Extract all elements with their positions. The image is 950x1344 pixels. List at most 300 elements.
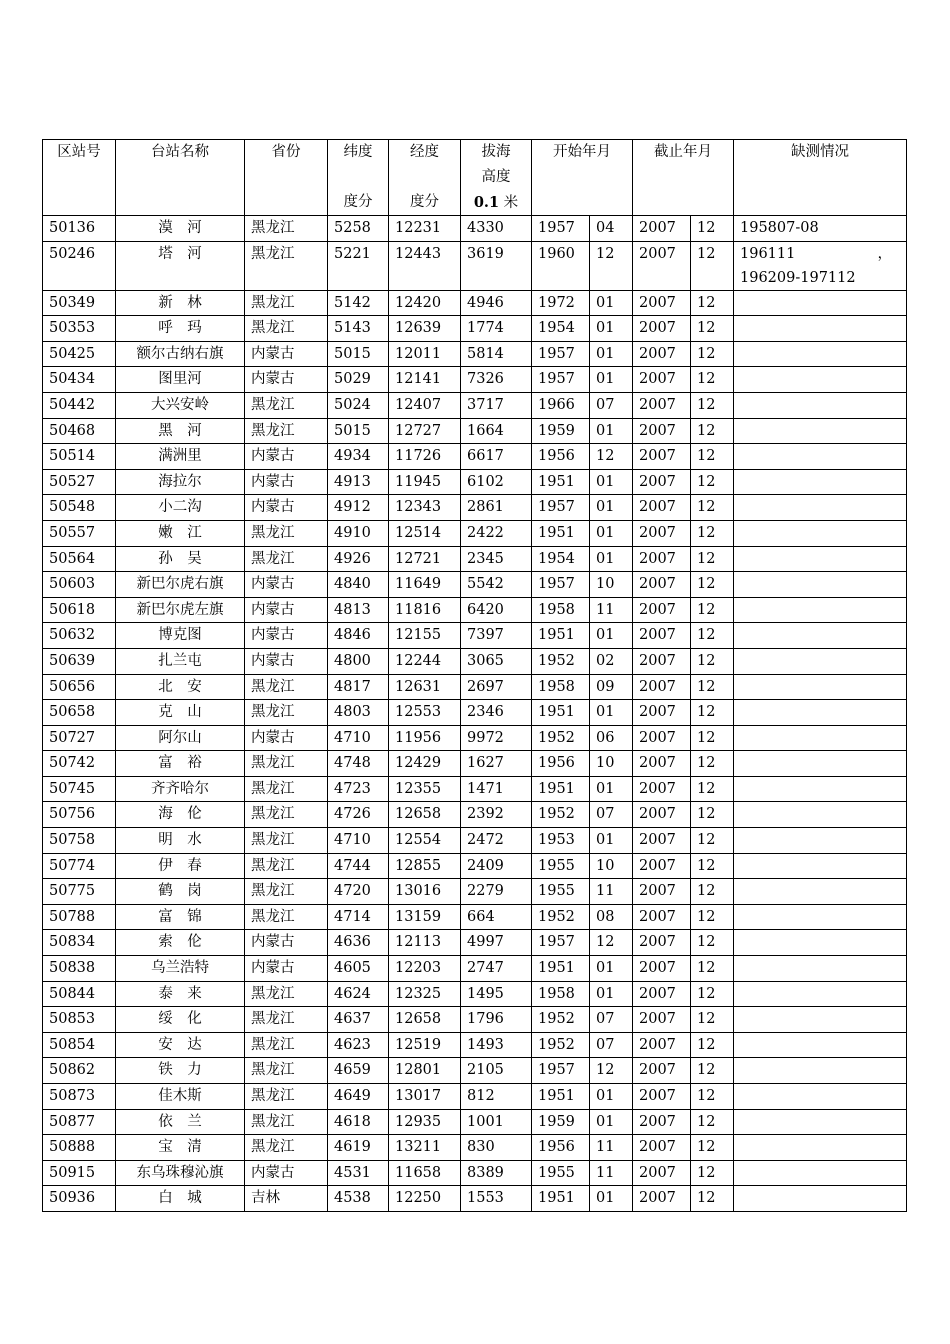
cell-start-year: 1956 [532, 1135, 590, 1161]
cell-start-month: 01 [590, 316, 633, 342]
cell-station-id: 50774 [43, 853, 116, 879]
cell-end-year: 2007 [633, 341, 691, 367]
cell-end-year: 2007 [633, 623, 691, 649]
cell-missing [734, 879, 907, 905]
cell-province: 内蒙古 [245, 572, 328, 598]
cell-longitude: 12727 [389, 418, 461, 444]
cell-start-month: 01 [590, 367, 633, 393]
cell-province: 黑龙江 [245, 1007, 328, 1033]
cell-start-month: 12 [590, 1058, 633, 1084]
cell-altitude: 830 [461, 1135, 532, 1161]
cell-start-year: 1951 [532, 623, 590, 649]
cell-station-id: 50564 [43, 546, 116, 572]
cell-altitude: 1553 [461, 1186, 532, 1212]
cell-longitude: 12155 [389, 623, 461, 649]
cell-end-year: 2007 [633, 367, 691, 393]
cell-station-name: 小二沟 [116, 495, 245, 521]
cell-start-year: 1951 [532, 520, 590, 546]
table-row [43, 930, 907, 956]
cell-province: 内蒙古 [245, 444, 328, 470]
cell-station-id: 50854 [43, 1032, 116, 1058]
cell-end-month: 12 [691, 418, 734, 444]
cell-province: 内蒙古 [245, 623, 328, 649]
cell-missing [734, 1109, 907, 1135]
cell-altitude: 9972 [461, 725, 532, 751]
cell-end-year: 2007 [633, 290, 691, 316]
cell-station-name: 齐齐哈尔 [116, 776, 245, 802]
cell-longitude: 12343 [389, 495, 461, 521]
cell-longitude: 12801 [389, 1058, 461, 1084]
cell-station-name: 明 水 [116, 828, 245, 854]
cell-station-name: 漠 河 [116, 216, 245, 242]
cell-longitude: 12325 [389, 981, 461, 1007]
cell-province: 内蒙古 [245, 341, 328, 367]
cell-start-month: 12 [590, 241, 633, 290]
table-row [43, 725, 907, 751]
cell-station-id: 50877 [43, 1109, 116, 1135]
cell-latitude: 4636 [328, 930, 389, 956]
cell-start-month: 01 [590, 418, 633, 444]
cell-latitude: 4720 [328, 879, 389, 905]
cell-start-month: 12 [590, 930, 633, 956]
table-row [43, 444, 907, 470]
cell-start-month: 10 [590, 751, 633, 777]
cell-latitude: 5015 [328, 418, 389, 444]
cell-station-name: 铁 力 [116, 1058, 245, 1084]
cell-station-id: 50353 [43, 316, 116, 342]
cell-altitude: 2409 [461, 853, 532, 879]
cell-station-name: 泰 来 [116, 981, 245, 1007]
cell-station-id: 50915 [43, 1160, 116, 1186]
cell-province: 黑龙江 [245, 316, 328, 342]
cell-province: 内蒙古 [245, 495, 328, 521]
cell-start-year: 1958 [532, 597, 590, 623]
cell-missing [734, 674, 907, 700]
cell-end-month: 12 [691, 546, 734, 572]
cell-station-name: 乌兰浩特 [116, 956, 245, 982]
cell-start-month: 01 [590, 623, 633, 649]
table-header-row [43, 140, 907, 216]
cell-missing [734, 1032, 907, 1058]
cell-altitude: 1796 [461, 1007, 532, 1033]
cell-latitude: 4913 [328, 469, 389, 495]
cell-longitude: 12250 [389, 1186, 461, 1212]
cell-start-month: 01 [590, 520, 633, 546]
cell-province: 黑龙江 [245, 1135, 328, 1161]
cell-start-year: 1953 [532, 828, 590, 854]
cell-altitude: 812 [461, 1084, 532, 1110]
cell-latitude: 5221 [328, 241, 389, 290]
cell-start-year: 1966 [532, 392, 590, 418]
table-row [43, 776, 907, 802]
table-row [43, 341, 907, 367]
cell-latitude: 4846 [328, 623, 389, 649]
cell-station-id: 50425 [43, 341, 116, 367]
cell-station-id: 50656 [43, 674, 116, 700]
cell-start-month: 01 [590, 956, 633, 982]
cell-longitude: 12429 [389, 751, 461, 777]
cell-missing [734, 469, 907, 495]
cell-latitude: 4538 [328, 1186, 389, 1212]
cell-station-name: 博克图 [116, 623, 245, 649]
cell-end-month: 12 [691, 572, 734, 598]
cell-station-id: 50632 [43, 623, 116, 649]
cell-latitude: 4726 [328, 802, 389, 828]
cell-end-month: 12 [691, 725, 734, 751]
cell-longitude: 13159 [389, 904, 461, 930]
cell-station-id: 50136 [43, 216, 116, 242]
cell-latitude: 5143 [328, 316, 389, 342]
cell-missing [734, 956, 907, 982]
cell-end-year: 2007 [633, 1186, 691, 1212]
cell-province: 黑龙江 [245, 751, 328, 777]
cell-province: 黑龙江 [245, 802, 328, 828]
cell-station-id: 50658 [43, 700, 116, 726]
cell-end-year: 2007 [633, 1058, 691, 1084]
cell-province: 黑龙江 [245, 879, 328, 905]
cell-longitude: 12141 [389, 367, 461, 393]
cell-end-year: 2007 [633, 853, 691, 879]
table-row [43, 1135, 907, 1161]
cell-longitude: 12407 [389, 392, 461, 418]
cell-province: 黑龙江 [245, 1084, 328, 1110]
cell-end-month: 12 [691, 930, 734, 956]
cell-longitude: 12631 [389, 674, 461, 700]
cell-province: 黑龙江 [245, 546, 328, 572]
cell-start-month: 01 [590, 828, 633, 854]
cell-station-id: 50618 [43, 597, 116, 623]
cell-station-name: 新 林 [116, 290, 245, 316]
cell-latitude: 5142 [328, 290, 389, 316]
cell-start-year: 1957 [532, 341, 590, 367]
cell-end-month: 12 [691, 1109, 734, 1135]
cell-latitude: 4744 [328, 853, 389, 879]
cell-end-month: 12 [691, 316, 734, 342]
cell-longitude: 11658 [389, 1160, 461, 1186]
table-row [43, 623, 907, 649]
cell-missing [734, 700, 907, 726]
cell-end-year: 2007 [633, 546, 691, 572]
table-row [43, 674, 907, 700]
cell-end-year: 2007 [633, 981, 691, 1007]
cell-missing [734, 216, 907, 242]
cell-start-month: 02 [590, 648, 633, 674]
cell-longitude: 12721 [389, 546, 461, 572]
cell-station-id: 50838 [43, 956, 116, 982]
cell-start-year: 1951 [532, 776, 590, 802]
table-row [43, 956, 907, 982]
cell-end-year: 2007 [633, 674, 691, 700]
cell-end-month: 12 [691, 904, 734, 930]
cell-latitude: 4659 [328, 1058, 389, 1084]
cell-longitude: 12639 [389, 316, 461, 342]
table-row [43, 904, 907, 930]
cell-altitude: 2346 [461, 700, 532, 726]
cell-latitude: 4926 [328, 546, 389, 572]
cell-missing [734, 776, 907, 802]
cell-longitude: 12658 [389, 1007, 461, 1033]
cell-start-month: 01 [590, 1186, 633, 1212]
cell-start-year: 1951 [532, 1084, 590, 1110]
cell-altitude: 2105 [461, 1058, 532, 1084]
cell-start-month: 01 [590, 546, 633, 572]
table-row [43, 469, 907, 495]
cell-end-year: 2007 [633, 802, 691, 828]
cell-longitude: 12514 [389, 520, 461, 546]
table-row [43, 802, 907, 828]
table-row [43, 216, 907, 242]
cell-start-year: 1957 [532, 1058, 590, 1084]
cell-start-year: 1952 [532, 648, 590, 674]
cell-station-id: 50873 [43, 1084, 116, 1110]
table-row [43, 495, 907, 521]
cell-station-id: 50758 [43, 828, 116, 854]
header-altitude: 拔海 高度 0.1 米 [461, 140, 532, 216]
cell-province: 黑龙江 [245, 290, 328, 316]
cell-start-month: 01 [590, 981, 633, 1007]
table-row [43, 572, 907, 598]
cell-start-month: 10 [590, 572, 633, 598]
cell-missing [734, 1186, 907, 1212]
cell-province: 吉林 [245, 1186, 328, 1212]
header-station-name: 台站名称 [116, 140, 245, 216]
table-row [43, 597, 907, 623]
cell-end-year: 2007 [633, 1084, 691, 1110]
cell-station-name: 呼 玛 [116, 316, 245, 342]
cell-longitude: 13017 [389, 1084, 461, 1110]
cell-missing [734, 418, 907, 444]
cell-longitude: 12244 [389, 648, 461, 674]
cell-station-name: 嫩 江 [116, 520, 245, 546]
cell-province: 黑龙江 [245, 520, 328, 546]
cell-start-month: 10 [590, 853, 633, 879]
cell-longitude: 11816 [389, 597, 461, 623]
cell-station-id: 50603 [43, 572, 116, 598]
cell-altitude: 1471 [461, 776, 532, 802]
cell-station-name: 佳木斯 [116, 1084, 245, 1110]
cell-start-year: 1951 [532, 1186, 590, 1212]
cell-end-year: 2007 [633, 776, 691, 802]
cell-end-month: 12 [691, 367, 734, 393]
cell-station-id: 50434 [43, 367, 116, 393]
cell-station-name: 依 兰 [116, 1109, 245, 1135]
cell-station-id: 50442 [43, 392, 116, 418]
cell-end-month: 12 [691, 828, 734, 854]
cell-longitude: 12420 [389, 290, 461, 316]
cell-latitude: 5024 [328, 392, 389, 418]
cell-end-year: 2007 [633, 1007, 691, 1033]
cell-longitude: 13211 [389, 1135, 461, 1161]
cell-missing [734, 290, 907, 316]
cell-start-month: 01 [590, 776, 633, 802]
cell-altitude: 2747 [461, 956, 532, 982]
cell-start-month: 01 [590, 469, 633, 495]
cell-end-month: 12 [691, 956, 734, 982]
cell-start-month: 01 [590, 341, 633, 367]
cell-end-month: 12 [691, 495, 734, 521]
cell-start-year: 1957 [532, 930, 590, 956]
cell-latitude: 4649 [328, 1084, 389, 1110]
cell-station-id: 50468 [43, 418, 116, 444]
cell-station-id: 50349 [43, 290, 116, 316]
cell-province: 黑龙江 [245, 241, 328, 290]
cell-altitude: 1664 [461, 418, 532, 444]
cell-latitude: 4803 [328, 700, 389, 726]
cell-longitude: 12203 [389, 956, 461, 982]
cell-altitude: 6420 [461, 597, 532, 623]
cell-latitude: 5029 [328, 367, 389, 393]
cell-missing [734, 1135, 907, 1161]
cell-altitude: 2279 [461, 879, 532, 905]
cell-start-month: 01 [590, 495, 633, 521]
cell-station-id: 50742 [43, 751, 116, 777]
cell-start-year: 1959 [532, 418, 590, 444]
cell-latitude: 4840 [328, 572, 389, 598]
cell-end-month: 12 [691, 879, 734, 905]
cell-start-month: 01 [590, 1084, 633, 1110]
cell-province: 黑龙江 [245, 1032, 328, 1058]
cell-altitude: 2392 [461, 802, 532, 828]
cell-longitude: 11945 [389, 469, 461, 495]
cell-station-name: 新巴尔虎右旗 [116, 572, 245, 598]
cell-end-year: 2007 [633, 956, 691, 982]
cell-start-year: 1951 [532, 956, 590, 982]
cell-end-month: 12 [691, 341, 734, 367]
cell-end-month: 12 [691, 623, 734, 649]
cell-missing [734, 904, 907, 930]
cell-latitude: 4618 [328, 1109, 389, 1135]
cell-missing [734, 648, 907, 674]
table-row [43, 316, 907, 342]
cell-altitude: 3619 [461, 241, 532, 290]
cell-latitude: 4800 [328, 648, 389, 674]
cell-station-name: 伊 春 [116, 853, 245, 879]
cell-end-month: 12 [691, 597, 734, 623]
cell-altitude: 2472 [461, 828, 532, 854]
cell-station-name: 宝 清 [116, 1135, 245, 1161]
cell-end-year: 2007 [633, 930, 691, 956]
cell-latitude: 4912 [328, 495, 389, 521]
cell-missing [734, 341, 907, 367]
cell-end-year: 2007 [633, 1160, 691, 1186]
table-row [43, 853, 907, 879]
cell-latitude: 5258 [328, 216, 389, 242]
cell-station-name: 海 伦 [116, 802, 245, 828]
cell-start-year: 1951 [532, 469, 590, 495]
cell-province: 黑龙江 [245, 1109, 328, 1135]
cell-longitude: 12554 [389, 828, 461, 854]
cell-start-month: 12 [590, 444, 633, 470]
cell-station-name: 富 锦 [116, 904, 245, 930]
cell-longitude: 11649 [389, 572, 461, 598]
cell-start-year: 1955 [532, 879, 590, 905]
cell-province: 黑龙江 [245, 853, 328, 879]
cell-end-year: 2007 [633, 216, 691, 242]
cell-station-name: 新巴尔虎左旗 [116, 597, 245, 623]
cell-altitude: 1493 [461, 1032, 532, 1058]
cell-end-month: 12 [691, 700, 734, 726]
cell-province: 内蒙古 [245, 648, 328, 674]
cell-altitude: 1627 [461, 751, 532, 777]
cell-longitude: 12935 [389, 1109, 461, 1135]
cell-end-month: 12 [691, 1135, 734, 1161]
cell-start-year: 1956 [532, 751, 590, 777]
table-row [43, 700, 907, 726]
table-row [43, 418, 907, 444]
cell-longitude: 12011 [389, 341, 461, 367]
cell-end-month: 12 [691, 290, 734, 316]
cell-longitude: 12231 [389, 216, 461, 242]
cell-start-month: 07 [590, 1032, 633, 1058]
cell-start-year: 1952 [532, 904, 590, 930]
cell-missing [734, 828, 907, 854]
cell-station-name: 扎兰屯 [116, 648, 245, 674]
cell-altitude: 664 [461, 904, 532, 930]
cell-station-name: 塔 河 [116, 241, 245, 290]
cell-altitude: 2697 [461, 674, 532, 700]
cell-longitude: 11726 [389, 444, 461, 470]
cell-province: 内蒙古 [245, 956, 328, 982]
cell-missing [734, 853, 907, 879]
cell-latitude: 5015 [328, 341, 389, 367]
header-latitude: 纬度 度分 [328, 140, 389, 216]
cell-altitude: 6102 [461, 469, 532, 495]
cell-end-month: 12 [691, 469, 734, 495]
table-row [43, 828, 907, 854]
cell-altitude: 2422 [461, 520, 532, 546]
cell-missing [734, 1058, 907, 1084]
cell-latitude: 4623 [328, 1032, 389, 1058]
cell-end-year: 2007 [633, 444, 691, 470]
cell-missing [734, 495, 907, 521]
cell-station-name: 图里河 [116, 367, 245, 393]
cell-missing [734, 802, 907, 828]
cell-station-name: 满洲里 [116, 444, 245, 470]
cell-end-month: 12 [691, 392, 734, 418]
cell-start-month: 09 [590, 674, 633, 700]
cell-altitude: 4330 [461, 216, 532, 242]
cell-station-name: 阿尔山 [116, 725, 245, 751]
cell-missing [734, 572, 907, 598]
cell-station-name: 鹤 岗 [116, 879, 245, 905]
cell-end-month: 12 [691, 444, 734, 470]
cell-end-year: 2007 [633, 904, 691, 930]
cell-station-name: 克 山 [116, 700, 245, 726]
cell-end-year: 2007 [633, 1109, 691, 1135]
cell-province: 黑龙江 [245, 828, 328, 854]
cell-latitude: 4723 [328, 776, 389, 802]
cell-start-year: 1955 [532, 853, 590, 879]
cell-station-name: 安 达 [116, 1032, 245, 1058]
cell-station-name: 北 安 [116, 674, 245, 700]
cell-end-month: 12 [691, 674, 734, 700]
table-row [43, 1084, 907, 1110]
header-station-id: 区站号 [43, 140, 116, 216]
cell-missing [734, 316, 907, 342]
table-row [43, 879, 907, 905]
cell-station-id: 50756 [43, 802, 116, 828]
cell-end-year: 2007 [633, 572, 691, 598]
cell-start-year: 1955 [532, 1160, 590, 1186]
cell-start-year: 1958 [532, 674, 590, 700]
cell-station-id: 50514 [43, 444, 116, 470]
cell-latitude: 4624 [328, 981, 389, 1007]
cell-province: 内蒙古 [245, 930, 328, 956]
cell-missing [734, 444, 907, 470]
cell-start-year: 1956 [532, 444, 590, 470]
table-row [43, 241, 907, 290]
cell-province: 内蒙古 [245, 597, 328, 623]
